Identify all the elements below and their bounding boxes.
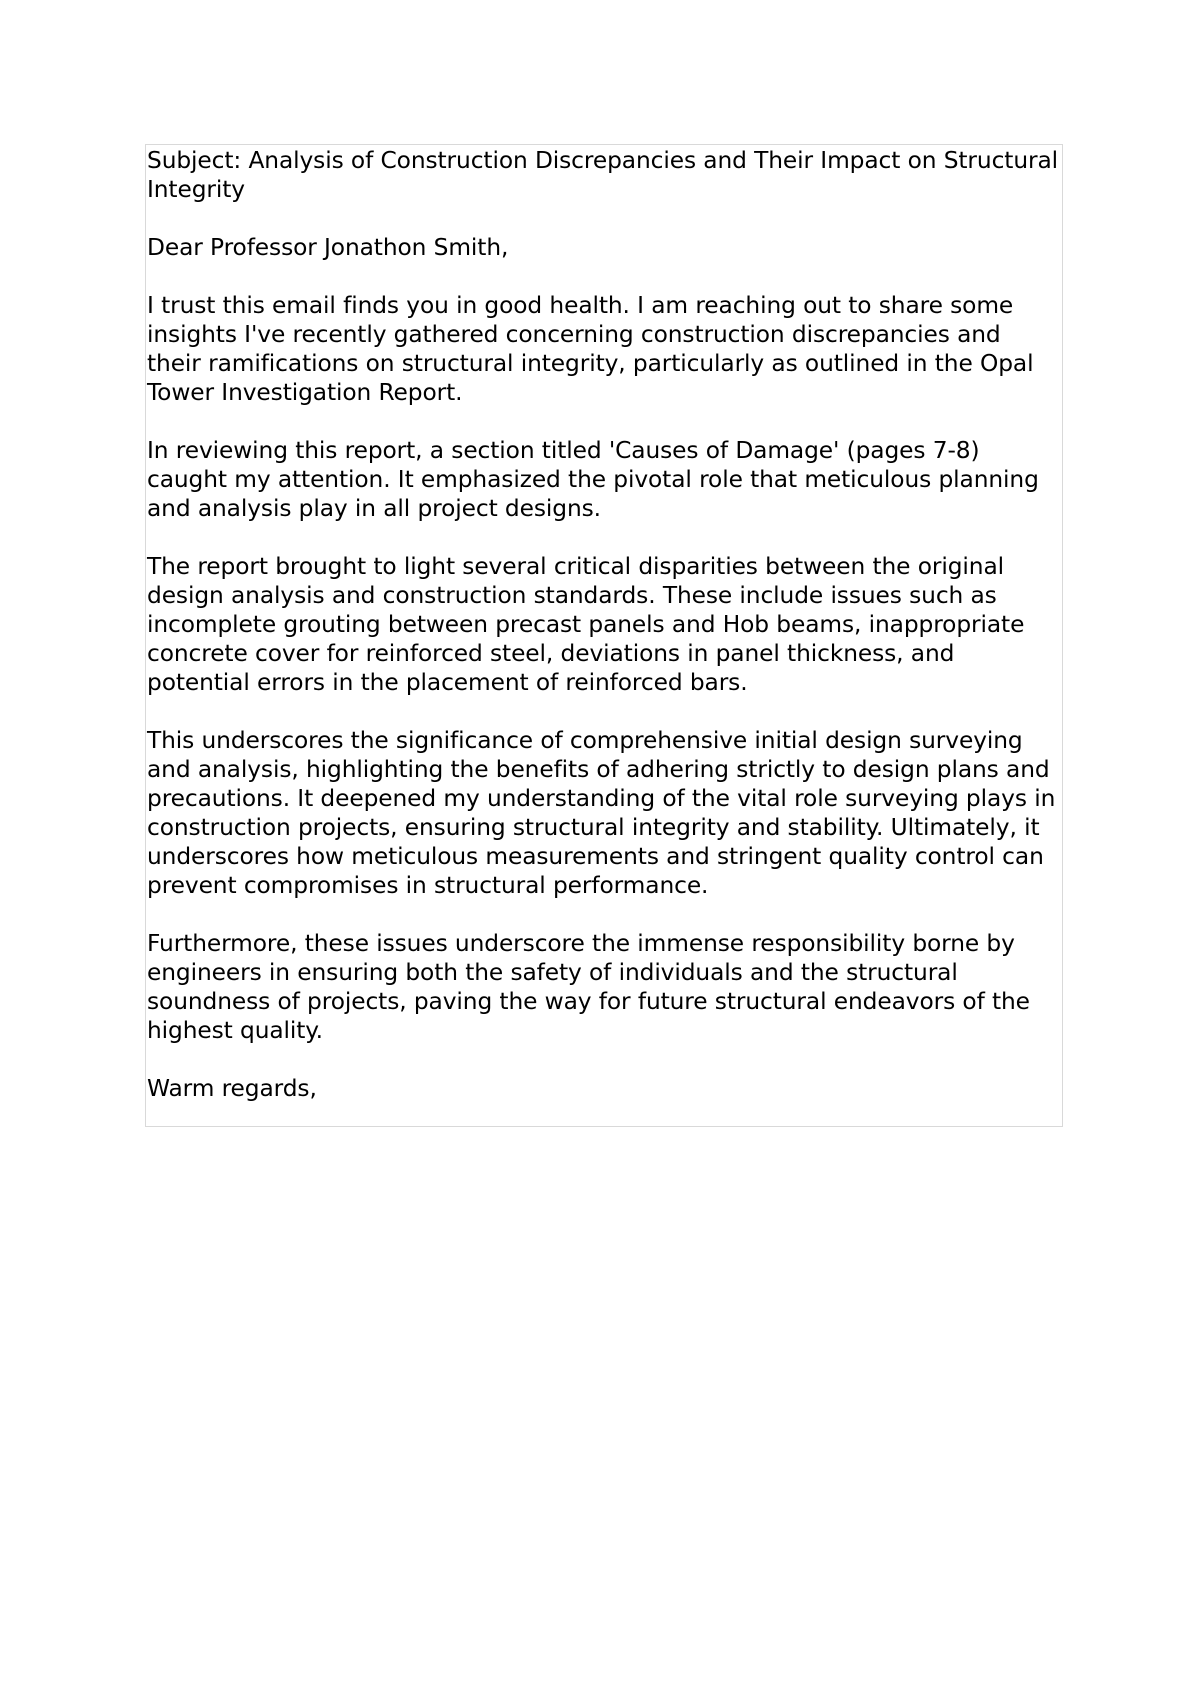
email-paragraph-5: Furthermore, these issues underscore the immense responsibility borne by engineers in ensuring both the safety of individuals and the structural soundness of projects, paving the way for future structural endeavors of the highest quality. [147, 930, 1030, 1044]
email-paragraph-3: The report brought to light several critical disparities between the original design analysis and construction standards. These include issues such as incomplete grouting between precast panels and Hob beams, inappropriate concrete cover for reinforced steel, deviations in panel thickness, and potential errors in the placement of reinforced bars. [147, 553, 1025, 696]
email-subject: Subject: Analysis of Construction Discrepancies and Their Impact on Structural Integrity [147, 147, 1059, 203]
email-paragraph-1: I trust this email finds you in good health. I am reaching out to share some insights I've recently gathered concerning construction discrepancies and their ramifications on structural integrity, particularly as outlined in the Opal Tower Investigation Report. [147, 292, 1034, 406]
email-paragraph-2: In reviewing this report, a section titled 'Causes of Damage' (pages 7-8) caught my attention. It emphasized the pivotal role that meticulous planning and analysis play in all project designs. [147, 437, 1039, 522]
email-body-box [145, 144, 1063, 1127]
email-closing: Warm regards, [147, 1075, 317, 1102]
email-paragraph-4: This underscores the significance of comprehensive initial design surveying and analysis, highlighting the benefits of adhering strictly to design plans and precautions. It deepened my understanding of the vital role surveying plays in construction projects, ensuring structural integrity and stability. Ultimately, it underscores how meticulous measurements and stringent quality control can prevent compromises in structural performance. [147, 727, 1056, 899]
email-greeting: Dear Professor Jonathon Smith, [147, 234, 509, 261]
